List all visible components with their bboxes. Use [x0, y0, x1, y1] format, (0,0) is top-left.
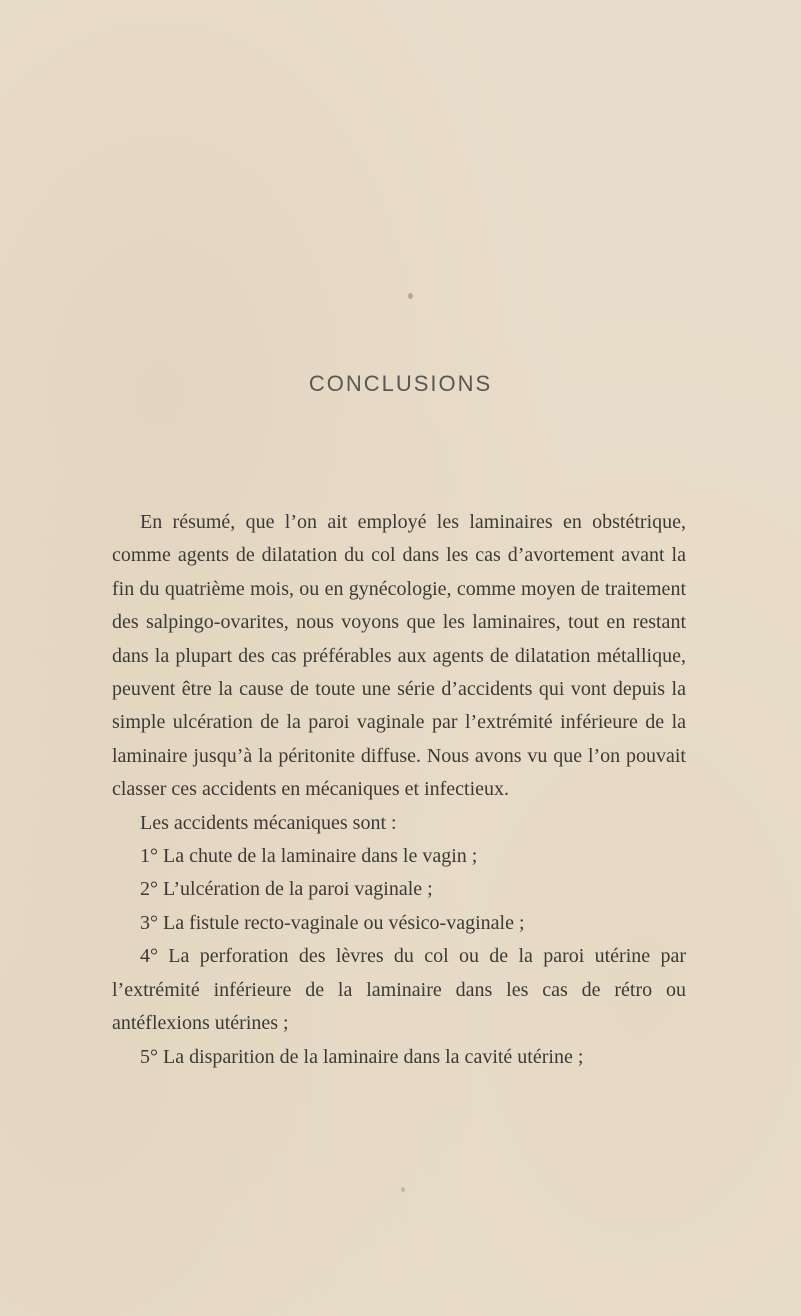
paragraph-mechanical-intro: Les accidents mécaniques sont : — [140, 811, 397, 834]
paper-speck — [401, 1187, 405, 1192]
paragraph-summary: En résumé, que l’on ait employé les laminaires en obstétrique, comme agents de dilatation du col dans les cas d’avortement avant la fin du quatrième mois, ou en gynécologie, comme moyen de traitement des salpingo-ovarites, nous voyons que les laminaires, tout en restant dans la plupart des cas préférables aux agents de dilatation métallique, peuvent être la cause de toute une série d’accidents qui vont depuis la simple ulcération de la paroi vaginale par l’extrémité inférieure de la laminaire jusqu’à la péritonite diffuse. Nous avons vu que l’on pouvait classer ces accidents en mécaniques et infectieux. — [112, 511, 686, 801]
list-item-1: 1° La chute de la laminaire dans le vagin ; — [140, 845, 478, 868]
body-text — [112, 506, 686, 1074]
list-item-3: 3° La fistule recto-vaginale ou vésico-vaginale ; — [140, 911, 525, 934]
list-item-5: 5° La disparition de la laminaire dans la cavité utérine ; — [140, 1045, 584, 1068]
paper-speck — [408, 293, 413, 299]
list-item-2: 2° L’ulcération de la paroi vaginale ; — [140, 878, 433, 901]
section-heading: CONCLUSIONS — [308, 371, 493, 396]
list-item-4: 4° La perforation des lèvres du col ou de la paroi utérine par l’extrémité inférieure de la laminaire dans les cas de rétro ou antéflexions utérines ; — [112, 945, 686, 1035]
